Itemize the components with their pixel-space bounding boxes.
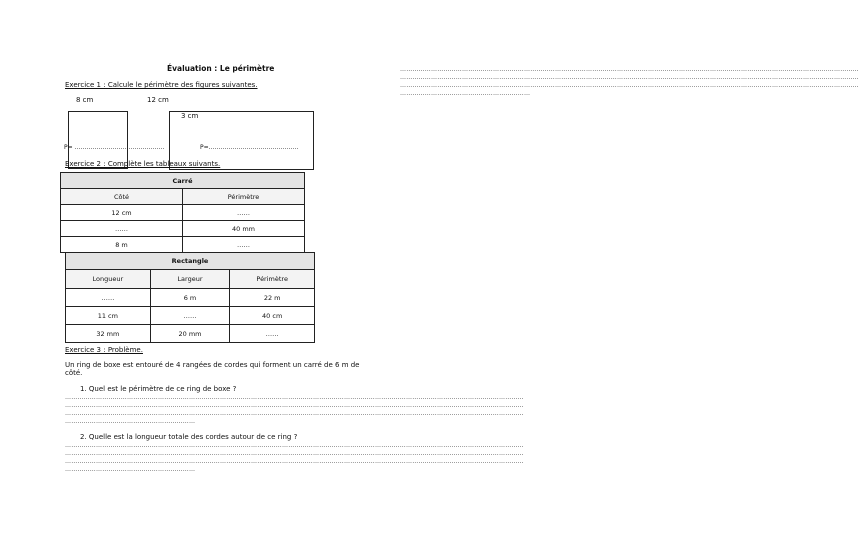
answer-line[interactable]: ………………………………………………………	[65, 418, 196, 425]
answer-line[interactable]: ……………………………………………………………………………………………………………………………………………………………………………………………………	[400, 74, 859, 81]
table-cell: 6 m	[150, 289, 230, 307]
rect-header-longueur: Longueur	[66, 270, 151, 289]
rectangle-table	[65, 252, 315, 343]
rectangle-caption: Rectangle	[66, 253, 315, 270]
rect-width-label: 3 cm	[181, 112, 199, 120]
answer-line[interactable]: ……………………………………………………………………………………………………………………………………………………………………………………………………	[65, 458, 524, 465]
table-cell[interactable]: ……	[61, 221, 183, 237]
exercise-3-heading: Exercice 3 : Problème.	[65, 346, 143, 354]
answer-line[interactable]: ……………………………………………………………………………………………………………………………………………………………………………………………………	[400, 66, 859, 73]
carre-header-cote: Côté	[61, 189, 183, 205]
rect-header-largeur: Largeur	[150, 270, 230, 289]
page-title: Évaluation : Le périmètre	[167, 64, 275, 73]
table-cell[interactable]: ……	[66, 289, 151, 307]
table-cell[interactable]: ……	[230, 325, 315, 343]
table-cell: 40 mm	[183, 221, 305, 237]
answer-line[interactable]: ………………………………………………………	[65, 466, 196, 473]
problem-statement-line-1: Un ring de boxe est entouré de 4 rangées de cordes qui forment un carré de 6 m de	[65, 361, 360, 369]
table-cell: 22 m	[230, 289, 315, 307]
table-cell[interactable]: ……	[183, 237, 305, 253]
answer-line[interactable]: ……………………………………………………………………………………………………………………………………………………………………………………………………	[65, 450, 524, 457]
table-cell: 40 cm	[230, 307, 315, 325]
answer-line[interactable]: ……………………………………………………………………………………………………………………………………………………………………………………………………	[65, 442, 524, 449]
answer-square[interactable]: P= ………………………………………	[64, 144, 165, 151]
table-cell[interactable]: ……	[183, 205, 305, 221]
answer-line[interactable]: ……………………………………………………………………………………………………………………………………………………………………………………………………	[65, 410, 524, 417]
exercise-2-heading: Exercice 2 : Complète les tableaux suivants.	[65, 160, 221, 168]
answer-line[interactable]: ……………………………………………………………………………………………………………………………………………………………………………………………………	[65, 394, 524, 401]
table-cell: 20 mm	[150, 325, 230, 343]
table-cell: 32 mm	[66, 325, 151, 343]
table-cell: 8 m	[61, 237, 183, 253]
answer-line[interactable]: ……………………………………………………………………………………………………………………………………………………………………………………………………	[65, 402, 524, 409]
table-cell: 11 cm	[66, 307, 151, 325]
answer-rectangle[interactable]: P=………………………………………	[200, 144, 299, 151]
table-cell: 12 cm	[61, 205, 183, 221]
rect-header-perimetre: Périmètre	[230, 270, 315, 289]
exercise-1-heading: Exercice 1 : Calcule le périmètre des figures suivantes.	[65, 81, 258, 89]
question-2: 2. Quelle est la longueur totale des cordes autour de ce ring ?	[80, 433, 298, 441]
question-1: 1. Quel est le périmètre de ce ring de boxe ?	[80, 385, 237, 393]
table-cell[interactable]: ……	[150, 307, 230, 325]
square-side-label: 8 cm	[76, 96, 94, 104]
carre-header-perimetre: Périmètre	[183, 189, 305, 205]
problem-statement-line-2: côté.	[65, 369, 83, 377]
rect-length-label: 12 cm	[147, 96, 169, 104]
answer-line[interactable]: ……………………………………………………………………………………………………………………………………………………………………………………………………	[400, 82, 859, 89]
carre-caption: Carré	[61, 173, 305, 189]
answer-line[interactable]: ………………………………………………………	[400, 90, 531, 97]
carre-table	[60, 172, 305, 253]
